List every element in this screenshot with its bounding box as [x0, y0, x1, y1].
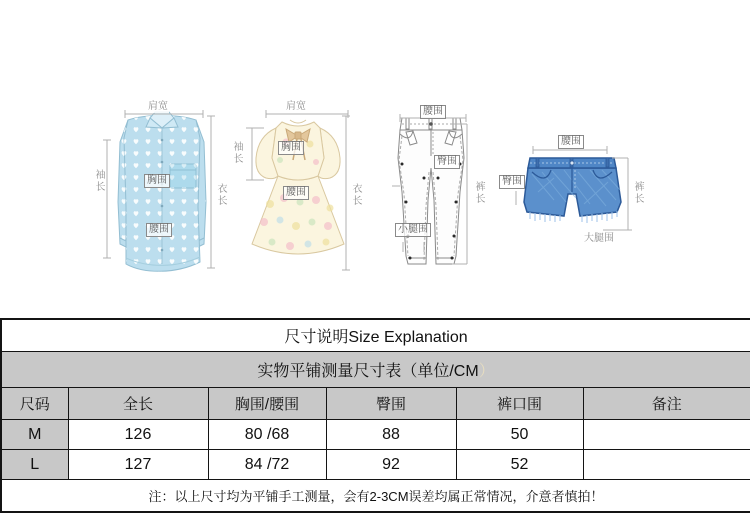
- col-header-size: 尺码: [1, 388, 68, 420]
- shirt-garment-length-label: 衣长: [215, 183, 226, 207]
- l-remarks-cell: [583, 450, 750, 480]
- size-m-cell: M: [1, 420, 68, 450]
- shirt-drawing: [118, 112, 206, 271]
- col-header-full-length: 全长: [68, 388, 208, 420]
- table-subtitle-close-paren: ）: [478, 363, 495, 380]
- l-hip-cell: 92: [326, 450, 456, 480]
- dress-sleeve-length-label: 袖长: [231, 141, 242, 165]
- shorts-length-label: 裤长: [632, 181, 643, 205]
- l-bust-waist-cell: 84 /72: [208, 450, 326, 480]
- dress-shoulder-width-label: 肩宽: [286, 101, 306, 112]
- m-remarks-cell: [583, 420, 750, 450]
- size-table: [0, 318, 750, 513]
- pants-length-label: 裤长: [473, 181, 484, 205]
- m-bust-waist-cell: 80 /68: [208, 420, 326, 450]
- m-hip-cell: 88: [326, 420, 456, 450]
- table-title-row: [1, 319, 750, 352]
- shirt-sleeve-length-label: 袖长: [93, 169, 104, 193]
- l-leg-opening-cell: 52: [456, 450, 583, 480]
- size-l-cell: L: [1, 450, 68, 480]
- table-subtitle: [1, 352, 750, 388]
- col-header-bust-waist: 胸围/腰围: [208, 388, 326, 420]
- table-subtitle-text: 实物平铺测量尺寸表（单位/CM: [257, 363, 479, 380]
- table-footnote-row: [1, 480, 750, 513]
- dress-bust-label: 胸围: [278, 141, 304, 155]
- table-subtitle-row: [1, 352, 750, 388]
- m-leg-opening-cell: 50: [456, 420, 583, 450]
- shirt-waist-label: 腰围: [146, 223, 172, 237]
- shorts-hip-label: 臀围: [499, 175, 525, 189]
- table-row-l: [1, 450, 750, 480]
- shirt-shoulder-width-label: 肩宽: [148, 101, 168, 112]
- m-full-length-cell: 126: [68, 420, 208, 450]
- shorts-waist-label: 腰围: [558, 135, 584, 149]
- dress-garment-length-label: 衣长: [350, 183, 361, 207]
- dress-waist-label: 腰围: [283, 186, 309, 200]
- shirt-bust-label: 胸围: [144, 174, 170, 188]
- col-header-hip: 臀围: [326, 388, 456, 420]
- table-title: 尺寸说明Size Explanation: [1, 319, 750, 352]
- shorts-drawing: [524, 158, 621, 223]
- table-row-m: [1, 420, 750, 450]
- pants-waist-label: 腰围: [420, 105, 446, 119]
- pants-calf-label: 小腿围: [395, 223, 431, 237]
- table-footnote: 注：以上尺寸均为平铺手工测量，会有2-3CM误差均属正常情况，介意者慎拍！: [1, 480, 750, 513]
- col-header-leg-opening: 裤口围: [456, 388, 583, 420]
- pants-drawing: [398, 118, 464, 264]
- table-header-row: [1, 388, 750, 420]
- l-full-length-cell: 127: [68, 450, 208, 480]
- pants-hip-label: 臀围: [434, 155, 460, 169]
- col-header-remarks: 备注: [583, 388, 750, 420]
- shorts-thigh-label: 大腿围: [584, 233, 614, 244]
